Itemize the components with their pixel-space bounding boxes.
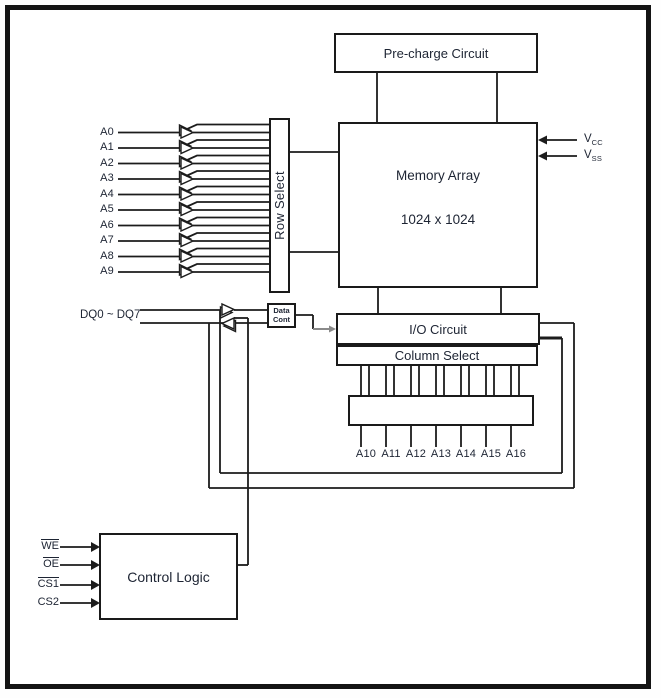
col-address-label-a12: A12 — [405, 448, 427, 460]
rowselect-to-memory-wires — [290, 152, 338, 252]
we-label: WE — [41, 540, 59, 552]
row-address-label-a4: A4 — [100, 187, 114, 200]
cs2-label: CS2 — [37, 596, 59, 608]
vcc-sub: CC — [591, 137, 603, 147]
dq-input-buffer-icon — [221, 304, 235, 318]
vcc-pin-arrow — [538, 136, 577, 145]
row-buffer-out-complement — [186, 125, 269, 130]
col-address-label-a16: A16 — [505, 448, 527, 460]
data-control-label-line1: Data — [273, 306, 290, 315]
row-buffer-out-complement — [186, 249, 269, 254]
column-select-label: Column Select — [394, 348, 480, 363]
data-control-block — [267, 303, 296, 328]
io-circuit-block — [336, 313, 540, 345]
data-bus-label: DQ0 ~ DQ7 — [80, 308, 141, 321]
column-select-block — [336, 345, 538, 366]
control-input-cs1 — [27, 577, 59, 591]
vcc-pin-label — [584, 133, 603, 145]
row-address-label-a9: A9 — [100, 265, 114, 277]
memory-array-title: Memory Array — [395, 168, 480, 183]
control-logic-block — [99, 533, 238, 620]
datacont-to-io-wire — [296, 315, 336, 333]
pre-charge-circuit-label: Pre-charge Circuit — [383, 45, 489, 61]
row-buffer-out-complement — [186, 187, 269, 192]
dq-bus-wires — [140, 310, 267, 565]
pre-charge-circuit-block — [334, 33, 538, 73]
io-circuit-label: I/O Circuit — [409, 321, 467, 337]
row-address-buffer-fan — [118, 125, 269, 278]
row-buffer-out-complement — [186, 156, 269, 161]
vss-sub: SS — [591, 153, 603, 163]
col-address-label-a10: A10 — [355, 448, 377, 460]
row-buffer-out-complement — [186, 140, 269, 145]
row-address-label-a2: A2 — [100, 156, 114, 169]
row-select-label: Row Select — [272, 171, 287, 240]
row-buffer-out-complement — [186, 171, 269, 176]
column-buffer-block — [348, 395, 534, 426]
row-address-label-a0: A0 — [100, 125, 114, 138]
control-input-we — [27, 539, 59, 553]
memory-array-size: 1024 x 1024 — [400, 212, 476, 227]
control-logic-label: Control Logic — [127, 568, 210, 585]
row-address-label-a1: A1 — [100, 141, 114, 153]
vss-main: V — [584, 149, 592, 161]
oe-label: OE — [43, 558, 59, 570]
vcc-main: V — [584, 133, 592, 145]
row-buffer-out-complement — [186, 218, 269, 223]
memory-to-io-wires — [378, 288, 501, 313]
row-buffer-out-complement — [186, 264, 269, 269]
row-address-label-a8: A8 — [100, 249, 114, 262]
row-address-label-a6: A6 — [100, 218, 114, 231]
row-buffer-out-complement — [186, 202, 269, 207]
memory-array-block — [338, 122, 538, 288]
data-control-label-line2: Cont — [272, 314, 291, 324]
control-input-arrows — [60, 542, 100, 608]
dq-output-buffer-icon — [222, 318, 236, 332]
row-address-label-a5: A5 — [100, 203, 114, 215]
col-address-label-a13: A13 — [430, 448, 452, 460]
vss-pin-label — [584, 149, 602, 161]
row-address-label-a7: A7 — [100, 234, 114, 246]
col-address-label-a11: A11 — [381, 448, 401, 460]
col-address-label-a15: A15 — [480, 448, 502, 460]
cs1-label: CS1 — [37, 578, 59, 590]
control-input-oe — [27, 557, 59, 571]
precharge-to-memory-wires — [377, 73, 497, 122]
col-address-label-a14: A14 — [455, 448, 477, 460]
row-address-label-a3: A3 — [100, 172, 114, 184]
vss-pin-arrow — [538, 152, 577, 161]
control-input-cs2 — [27, 596, 59, 608]
row-buffer-out-complement — [186, 233, 269, 238]
